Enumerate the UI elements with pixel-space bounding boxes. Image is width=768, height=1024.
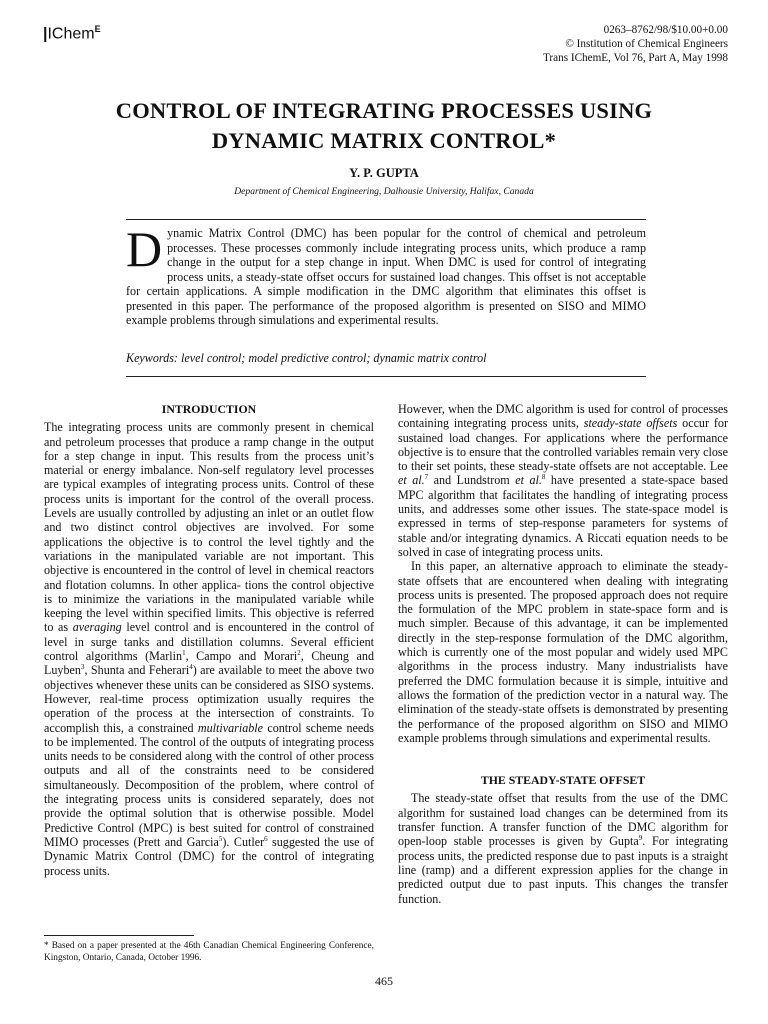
logo-text: IChem xyxy=(47,25,95,43)
footnote-rule xyxy=(44,935,194,936)
keywords: Keywords: level control; model predictive control; dynamic matrix control xyxy=(126,351,487,365)
page-number: 465 xyxy=(375,974,393,988)
ichem-logo xyxy=(43,24,101,43)
logo-bar: | xyxy=(43,25,48,43)
title-line-1: CONTROL OF INTEGRATING PROCESSES USING xyxy=(115,98,653,123)
abstract-top-rule xyxy=(126,219,646,220)
right-paragraph-3: The steady-state offset that results from the use of the DMC algorithm for sustained load changes can be determined from its transfer function. A transfer function of the DMC algorithm for open-loop stable processes is given by Gupta$^9$. For integrating process units, the predicted response due to past inputs is a straight line (ramp) and a different expression applies for the change in predicted output due to past inputs. This changes the transfer function. xyxy=(398,791,728,906)
affiliation: Department of Chemical Engineering, Dalhousie University, Halifax, Canada xyxy=(234,186,534,197)
right-paragraph-1: However, when the DMC algorithm is used for control of processes containing integrating process units, steady-state offsets occur for sustained load changes. For applications where the performance objective is to ensure that the controlled variables remain very close to their set points, these steady-state offsets are not acceptable. Lee et al.$^7$ and Lundstrom et al.$^8$ have presented a state-space based MPC algorithm that facilitates the handling of integrating process units, and addresses some other issues. The state-space model is expressed in terms of step-response parameters for systems of stable and/or integrating dynamics. A Riccati equation needs to be solved in case of integrating process units. xyxy=(398,402,729,559)
abstract-dropcap: D xyxy=(126,221,163,277)
left-column xyxy=(44,402,374,878)
journal-info xyxy=(543,23,728,65)
issn-line: 0263–8762/98/$10.00+0.00 xyxy=(603,24,728,36)
copyright-line: © Institution of Chemical Engineers xyxy=(565,38,728,50)
introduction-paragraph: The integrating process units are commonly present in chemical and petroleum processes that produce a ramp change in the output for a step change in input. This results from the process unit’s material or energy imbalance. Non-self regulatory level processes are typical examples of integrating process units. Control of these process units is important for the control of the overall process. Levels are usually controlled by adjusting an inlet or an outlet flow and two distinct control objectives are involved. For some applications the objective is to control the level tightly and the variations in the manipulated variable are not important. This objective is encountered in the control of level in chemical reactors and flotation columns. In other applica- tions the control objective is to minimize the variations in the manipulated variable while keeping the level within specified limits. This objective is referred to as averaging level control and is encountered in the control of level in surge tanks and distillation columns. Several efficient control algorithms (Marlin$^1$, Campo and Morari$^2$, Cheung and Luyben$^3$, Shunta and Feherari$^4$) are available to meet the above two objectives whenever these units can be considered as SISO systems. However, real-time process optimization usually requires the operation of the process at the intersection of constraints. To accomplish this, a constrained multivariable control scheme needs to be implemented. The control of the outputs of integrating process units needs to be considered along with the control of other process outputs and all of the constraints need to be considered simultaneously. Decomposition of the problem, where control of the integrating process units is considered separately, does not provide the optimal solution that is otherwise possible. Model Predictive Control (MPC) is best suited for control of constrained MIMO processes (Prett and Garcia$^5$). Cutler$^6$ suggested the use of Dynamic Matrix Control (DMC) for the control of integrating process units. xyxy=(44,420,375,878)
right-paragraph-2: In this paper, an alternative approach to eliminate the steady-state offsets that are encountered when dealing with integrating process units is presented. The proposed approach does not require the formulation of the MPC problem in state-space form and is much simpler. Because of this advantage, it can be implemented directly in the step-response formulation of the DMC algorithm, which is currently one of the most popular and widely used MPC algorithms in the process industry. Many industrialists have preferred the DMC formulation because it is simple, intuitive and allows the formation of the prediction vector in a natural way. The elimination of the steady-state offsets is demonstrated by presenting the performance of the proposed algorithm on SISO and MIMO example problems through simulations and experimental results. xyxy=(398,559,728,745)
introduction-heading: INTRODUCTION xyxy=(161,402,257,416)
author: Y. P. GUPTA xyxy=(349,166,419,180)
steady-state-offset-heading: THE STEADY-STATE OFFSET xyxy=(480,773,646,788)
abstract-bottom-rule xyxy=(126,376,646,377)
abstract xyxy=(126,221,646,328)
abstract-text: ynamic Matrix Control (DMC) has been popular for the control of chemical and petroleum processes. These processes commonly include integrating process units, which produce a ramp change in the output for a step change in input. When DMC is used for control of integrating process units, a steady-state offset occurs for sustained load changes. This offset is not acceptable for certain applications. A simple modification in the DMC algorithm that eliminates this offset is presented in this paper. The performance of the proposed algorithm is presented on SISO and MIMO example problems through simulations and experimental results. xyxy=(126,226,646,328)
logo-sup: E xyxy=(94,24,101,34)
right-column xyxy=(398,402,728,906)
journal-line: Trans IChemE, Vol 76, Part A, May 1998 xyxy=(542,52,728,64)
footnote: * Based on a paper presented at the 46th Canadian Chemical Engineering Conference, Kingston, Ontario, Canada, October 1996. xyxy=(44,941,374,963)
title-line-2: DYNAMIC MATRIX CONTROL* xyxy=(211,128,557,153)
paper-title xyxy=(40,96,728,156)
